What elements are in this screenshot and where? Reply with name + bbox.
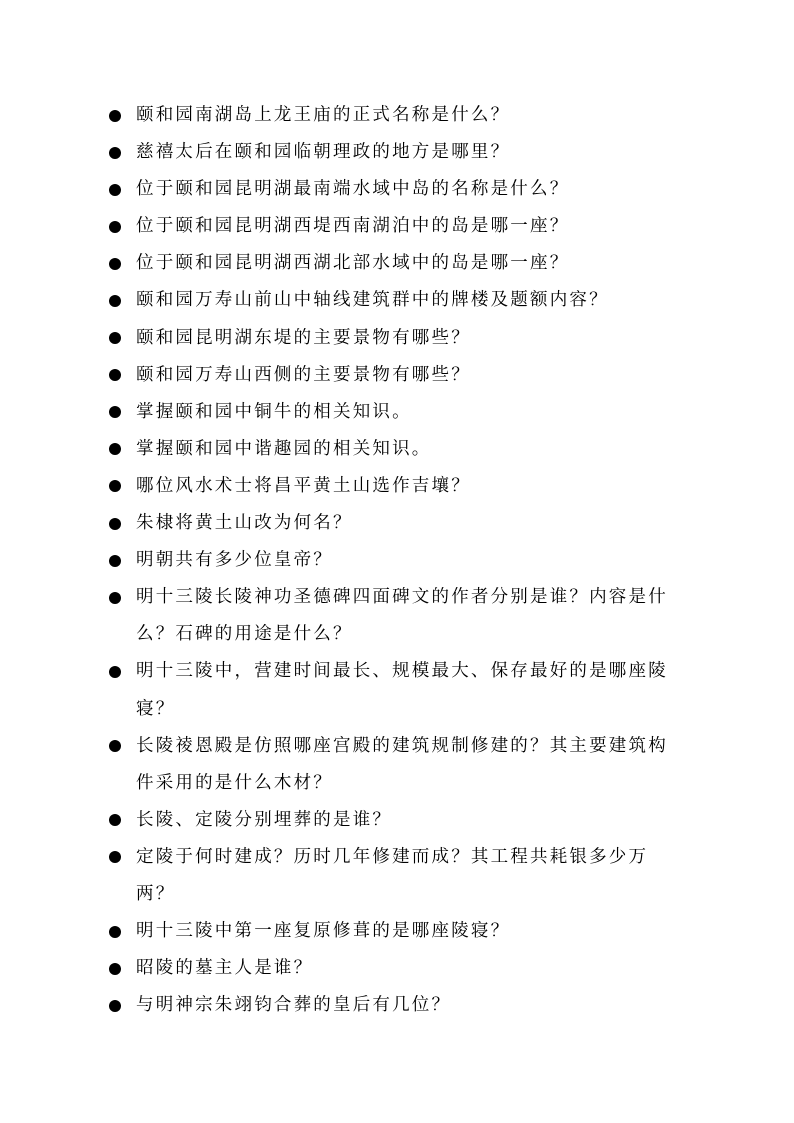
list-item	[104, 839, 684, 913]
bullet-icon	[109, 518, 121, 530]
list-item	[104, 357, 684, 394]
list-item	[104, 245, 684, 282]
question-text: 掌握颐和园中铜牛的相关知识。	[136, 401, 412, 422]
bullet-icon	[109, 666, 121, 678]
bullet-icon	[109, 147, 121, 159]
bullet-icon	[109, 406, 121, 418]
list-item	[104, 802, 684, 839]
list-item	[104, 653, 684, 727]
list-item	[104, 394, 684, 431]
question-text: 明十三陵中，营建时间最长、规模最大、保存最好的是哪座陵寝？	[136, 661, 668, 719]
question-text: 长陵祾恩殿是仿照哪座宫殿的建筑规制修建的？其主要建筑构件采用的是什么木材？	[136, 735, 668, 793]
question-text: 颐和园昆明湖东堤的主要景物有哪些？	[136, 327, 471, 348]
question-text: 明朝共有多少位皇帝？	[136, 550, 333, 571]
list-item	[104, 208, 684, 245]
question-text: 明十三陵长陵神功圣德碑四面碑文的作者分别是谁？内容是什么？石碑的用途是什么？	[136, 587, 668, 645]
question-text: 定陵于何时建成？历时几年修建而成？其工程共耗银多少万两？	[136, 846, 649, 904]
list-item	[104, 579, 684, 653]
bullet-icon	[109, 592, 121, 604]
question-text: 与明神宗朱翊钧合葬的皇后有几位？	[136, 995, 452, 1016]
bullet-icon	[109, 110, 121, 122]
bullet-icon	[109, 814, 121, 826]
bullet-icon	[109, 332, 121, 344]
bullet-icon	[109, 851, 121, 863]
list-item	[104, 542, 684, 579]
list-item	[104, 913, 684, 950]
list-item	[104, 97, 684, 134]
question-text: 明十三陵中第一座复原修葺的是哪座陵寝？	[136, 921, 511, 942]
question-text: 位于颐和园昆明湖最南端水域中岛的名称是什么？	[136, 179, 570, 200]
list-item	[104, 282, 684, 319]
question-list	[104, 97, 684, 1024]
bullet-icon	[109, 1000, 121, 1012]
list-item	[104, 320, 684, 357]
question-text: 颐和园万寿山前山中轴线建筑群中的牌楼及题额内容？	[136, 290, 609, 311]
list-item	[104, 134, 684, 171]
list-item	[104, 468, 684, 505]
bullet-icon	[109, 369, 121, 381]
question-text: 颐和园南湖岛上龙王庙的正式名称是什么？	[136, 105, 511, 125]
question-text: 位于颐和园昆明湖西堤西南湖泊中的岛是哪一座？	[136, 216, 570, 237]
bullet-icon	[109, 480, 121, 492]
question-text: 位于颐和园昆明湖西湖北部水域中的岛是哪一座？	[136, 253, 570, 274]
question-text: 长陵、定陵分别埋葬的是谁？	[136, 809, 393, 830]
bullet-icon	[109, 295, 121, 307]
bullet-icon	[109, 926, 121, 938]
bullet-icon	[109, 221, 121, 233]
bullet-icon	[109, 258, 121, 270]
list-item	[104, 431, 684, 468]
list-item	[104, 987, 684, 1024]
question-text: 颐和园万寿山西侧的主要景物有哪些？	[136, 364, 471, 385]
list-item	[104, 950, 684, 987]
list-item	[104, 728, 684, 802]
bullet-icon	[109, 184, 121, 196]
list-item	[104, 505, 684, 542]
question-text: 昭陵的墓主人是谁？	[136, 958, 314, 979]
bullet-icon	[109, 740, 121, 752]
bullet-icon	[109, 963, 121, 975]
bullet-icon	[109, 555, 121, 567]
question-text: 哪位风水术士将昌平黄土山选作吉壤？	[136, 475, 471, 496]
question-text: 慈禧太后在颐和园临朝理政的地方是哪里？	[136, 142, 511, 163]
list-item	[104, 171, 684, 208]
bullet-icon	[109, 443, 121, 455]
question-text: 掌握颐和园中谐趣园的相关知识。	[136, 438, 432, 459]
question-text: 朱棣将黄土山改为何名？	[136, 513, 353, 534]
